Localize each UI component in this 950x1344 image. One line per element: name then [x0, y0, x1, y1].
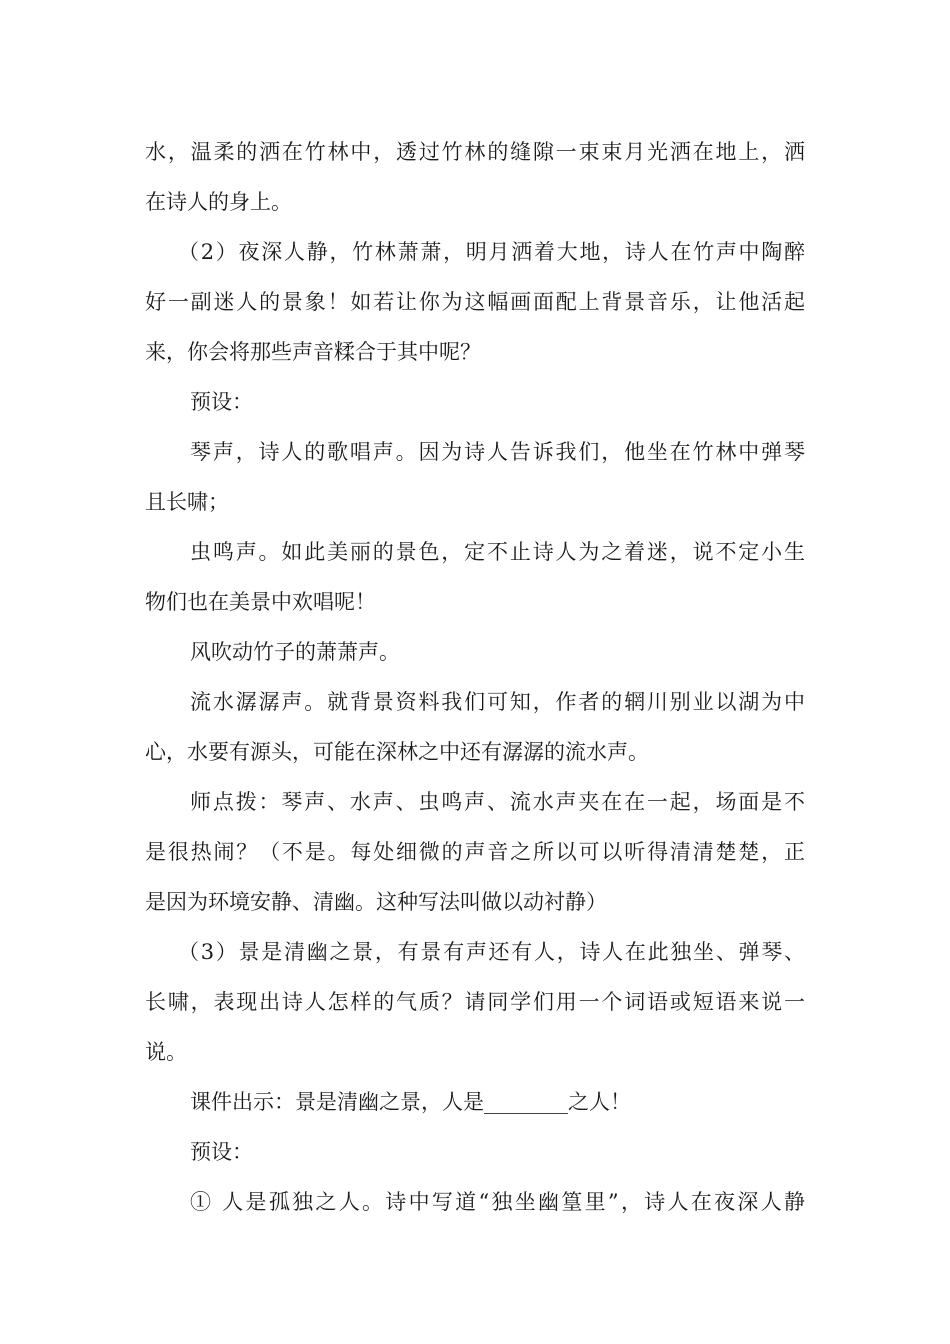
text-line: 课件出示：景是清幽之景，人是________之人！ — [190, 1090, 631, 1114]
text-line: 物们也在美景中欢唱呢！ — [145, 590, 376, 614]
text-line: 在诗人的身上。 — [145, 190, 292, 214]
text-line: 是因为环境安静、清幽。这种写法叫做以动衬静） — [145, 890, 607, 914]
text-line: 虫鸣声。如此美丽的景色，定不止诗人为之着迷，说不定小生 — [190, 540, 805, 564]
text-line: 来，你会将那些声音糅合于其中呢？ — [145, 340, 481, 364]
text-line: 长啸，表现出诗人怎样的气质？请同学们用一个词语或短语来说一 — [145, 990, 805, 1014]
text-line: 师点拨：琴声、水声、虫鸣声、流水声夹在在一起，场面是不 — [190, 790, 805, 814]
text-line: 琴声，诗人的歌唱声。因为诗人告诉我们，他坐在竹林中弹琴 — [190, 440, 805, 464]
text-line: （2）夜深人静，竹林萧萧，明月洒着大地，诗人在竹声中陶醉 — [178, 240, 805, 264]
text-line: 流水潺潺声。就背景资料我们可知，作者的辋川别业以湖为中 — [190, 690, 805, 714]
text-line: 心，水要有源头，可能在深林之中还有潺潺的流水声。 — [145, 740, 649, 764]
text-line: 预设： — [190, 390, 253, 414]
text-line: ① 人是孤独之人。诗中写道“独坐幽篁里”，诗人在夜深人静 — [190, 1190, 805, 1214]
text-line: 好一副迷人的景象！如若让你为这幅画面配上背景音乐，让他活起 — [145, 290, 805, 314]
text-line: 且长啸； — [145, 490, 229, 514]
text-line: 说。 — [145, 1040, 187, 1064]
text-line: 水，温柔的洒在竹林中，透过竹林的缝隙一束束月光洒在地上，洒 — [145, 140, 805, 164]
text-line: 是很热闹？（不是。每处细微的声音之所以可以听得清清楚楚，正 — [145, 840, 805, 864]
text-line: 风吹动竹子的萧萧声。 — [190, 640, 400, 664]
text-line: （3）景是清幽之景，有景有声还有人，诗人在此独坐、弹琴、 — [178, 940, 805, 964]
text-line: 预设： — [190, 1140, 253, 1164]
